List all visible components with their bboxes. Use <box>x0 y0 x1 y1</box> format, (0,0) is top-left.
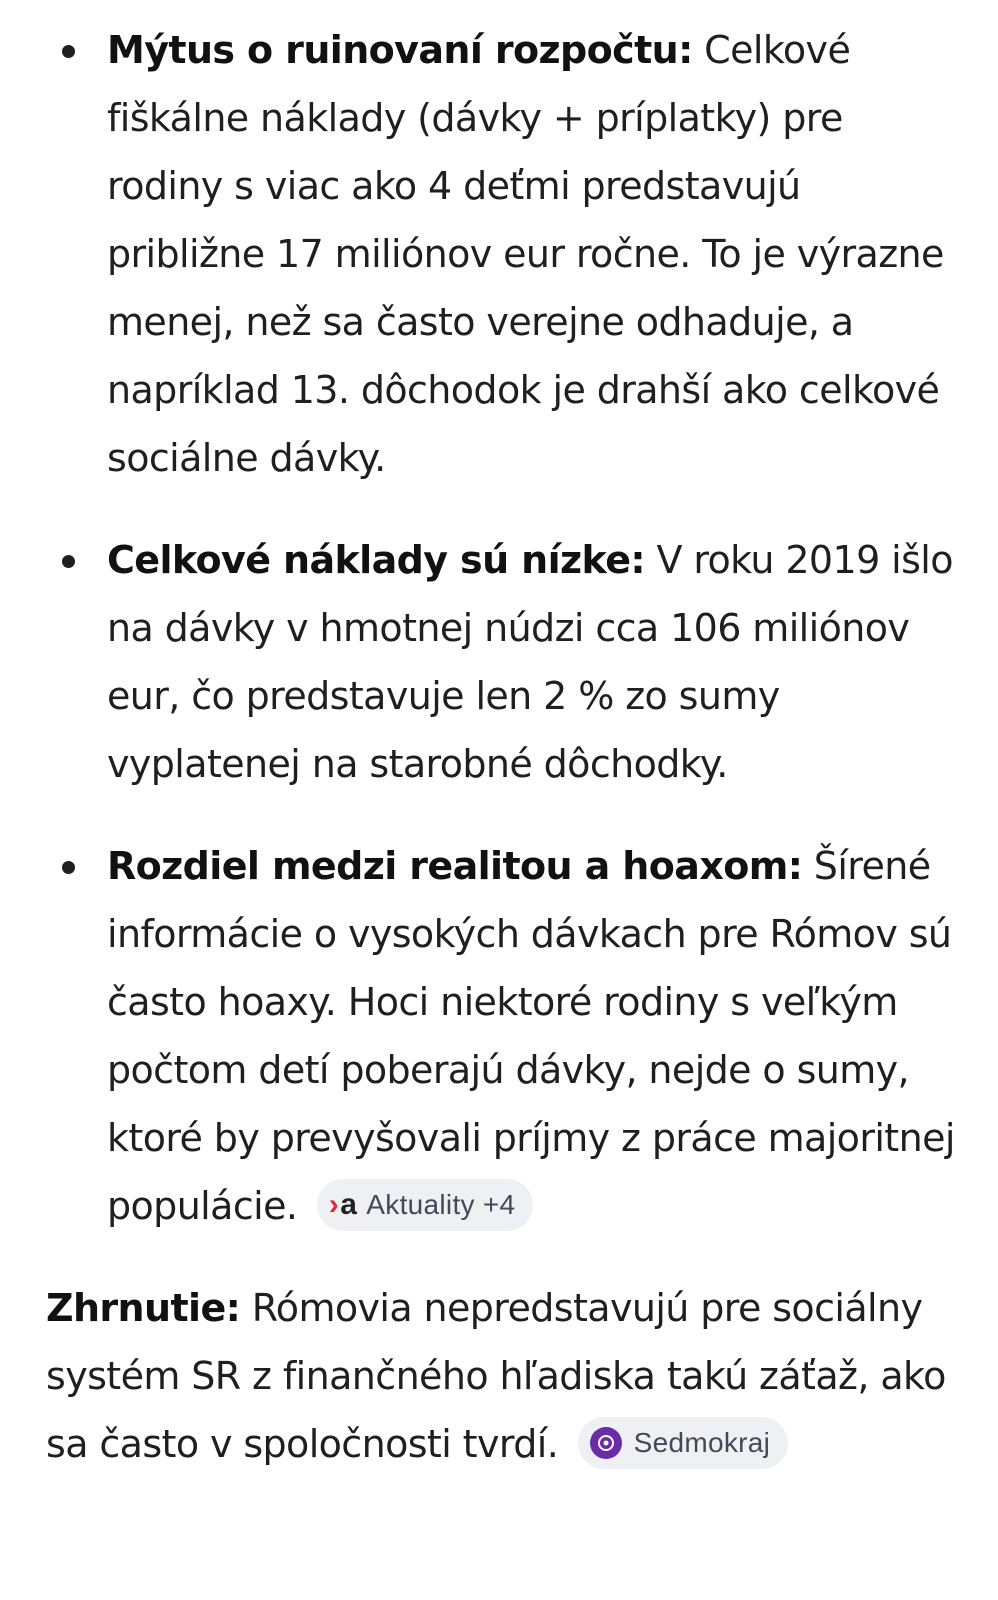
bullet-heading: Celkové náklady sú nízke: <box>107 538 645 582</box>
bullet-dot <box>62 861 75 874</box>
bullet-dot <box>62 45 75 58</box>
source-chip-aktuality[interactable] <box>317 1179 534 1231</box>
list-item <box>0 832 998 1240</box>
source-chip-sedmokraj[interactable] <box>578 1417 789 1469</box>
summary-text: Rómovia nepredstavujú pre sociálny systém SR z finančného hľadiska takú záťaž, ako sa často v spoločnosti tvrdí. <box>46 1286 946 1466</box>
sedmokraj-logo-icon <box>590 1427 622 1459</box>
list-item <box>0 16 998 492</box>
bullet-text: V roku 2019 išlo na dávky v hmotnej núdzi cca 106 miliónov eur, čo predstavuje len 2 % zo sumy vyplatenej na starobné dôchodky. <box>107 538 953 786</box>
summary-paragraph <box>0 1274 998 1478</box>
bullet-text: Šírené informácie o vysokých dávkach pre Rómov sú často hoaxy. Hoci niektoré rodiny s veľkým počtom detí poberajú dávky, nejde o sumy, ktoré by prevyšovali príjmy z práce majoritnej populácie. <box>107 844 955 1228</box>
aktuality-logo-icon: ›a <box>328 1187 357 1221</box>
response-content <box>0 16 998 1478</box>
list-item <box>0 526 998 798</box>
bullet-dot <box>62 555 75 568</box>
bullet-text: Celkové fiškálne náklady (dávky + príplatky) pre rodiny s viac ako 4 deťmi predstavujú približne 17 miliónov eur ročne. To je výrazne menej, než sa často verejne odhaduje, a napríklad 13. dôchodok je drahší ako celkové sociálne dávky. <box>107 28 944 480</box>
bullet-list <box>0 16 998 1240</box>
summary-heading: Zhrnutie: <box>46 1286 241 1330</box>
source-chip-label: Sedmokraj <box>633 1426 771 1458</box>
source-chip-label: Aktuality +4 <box>366 1188 516 1220</box>
bullet-heading: Rozdiel medzi realitou a hoaxom: <box>107 844 803 888</box>
bullet-heading: Mýtus o ruinovaní rozpočtu: <box>107 28 693 72</box>
